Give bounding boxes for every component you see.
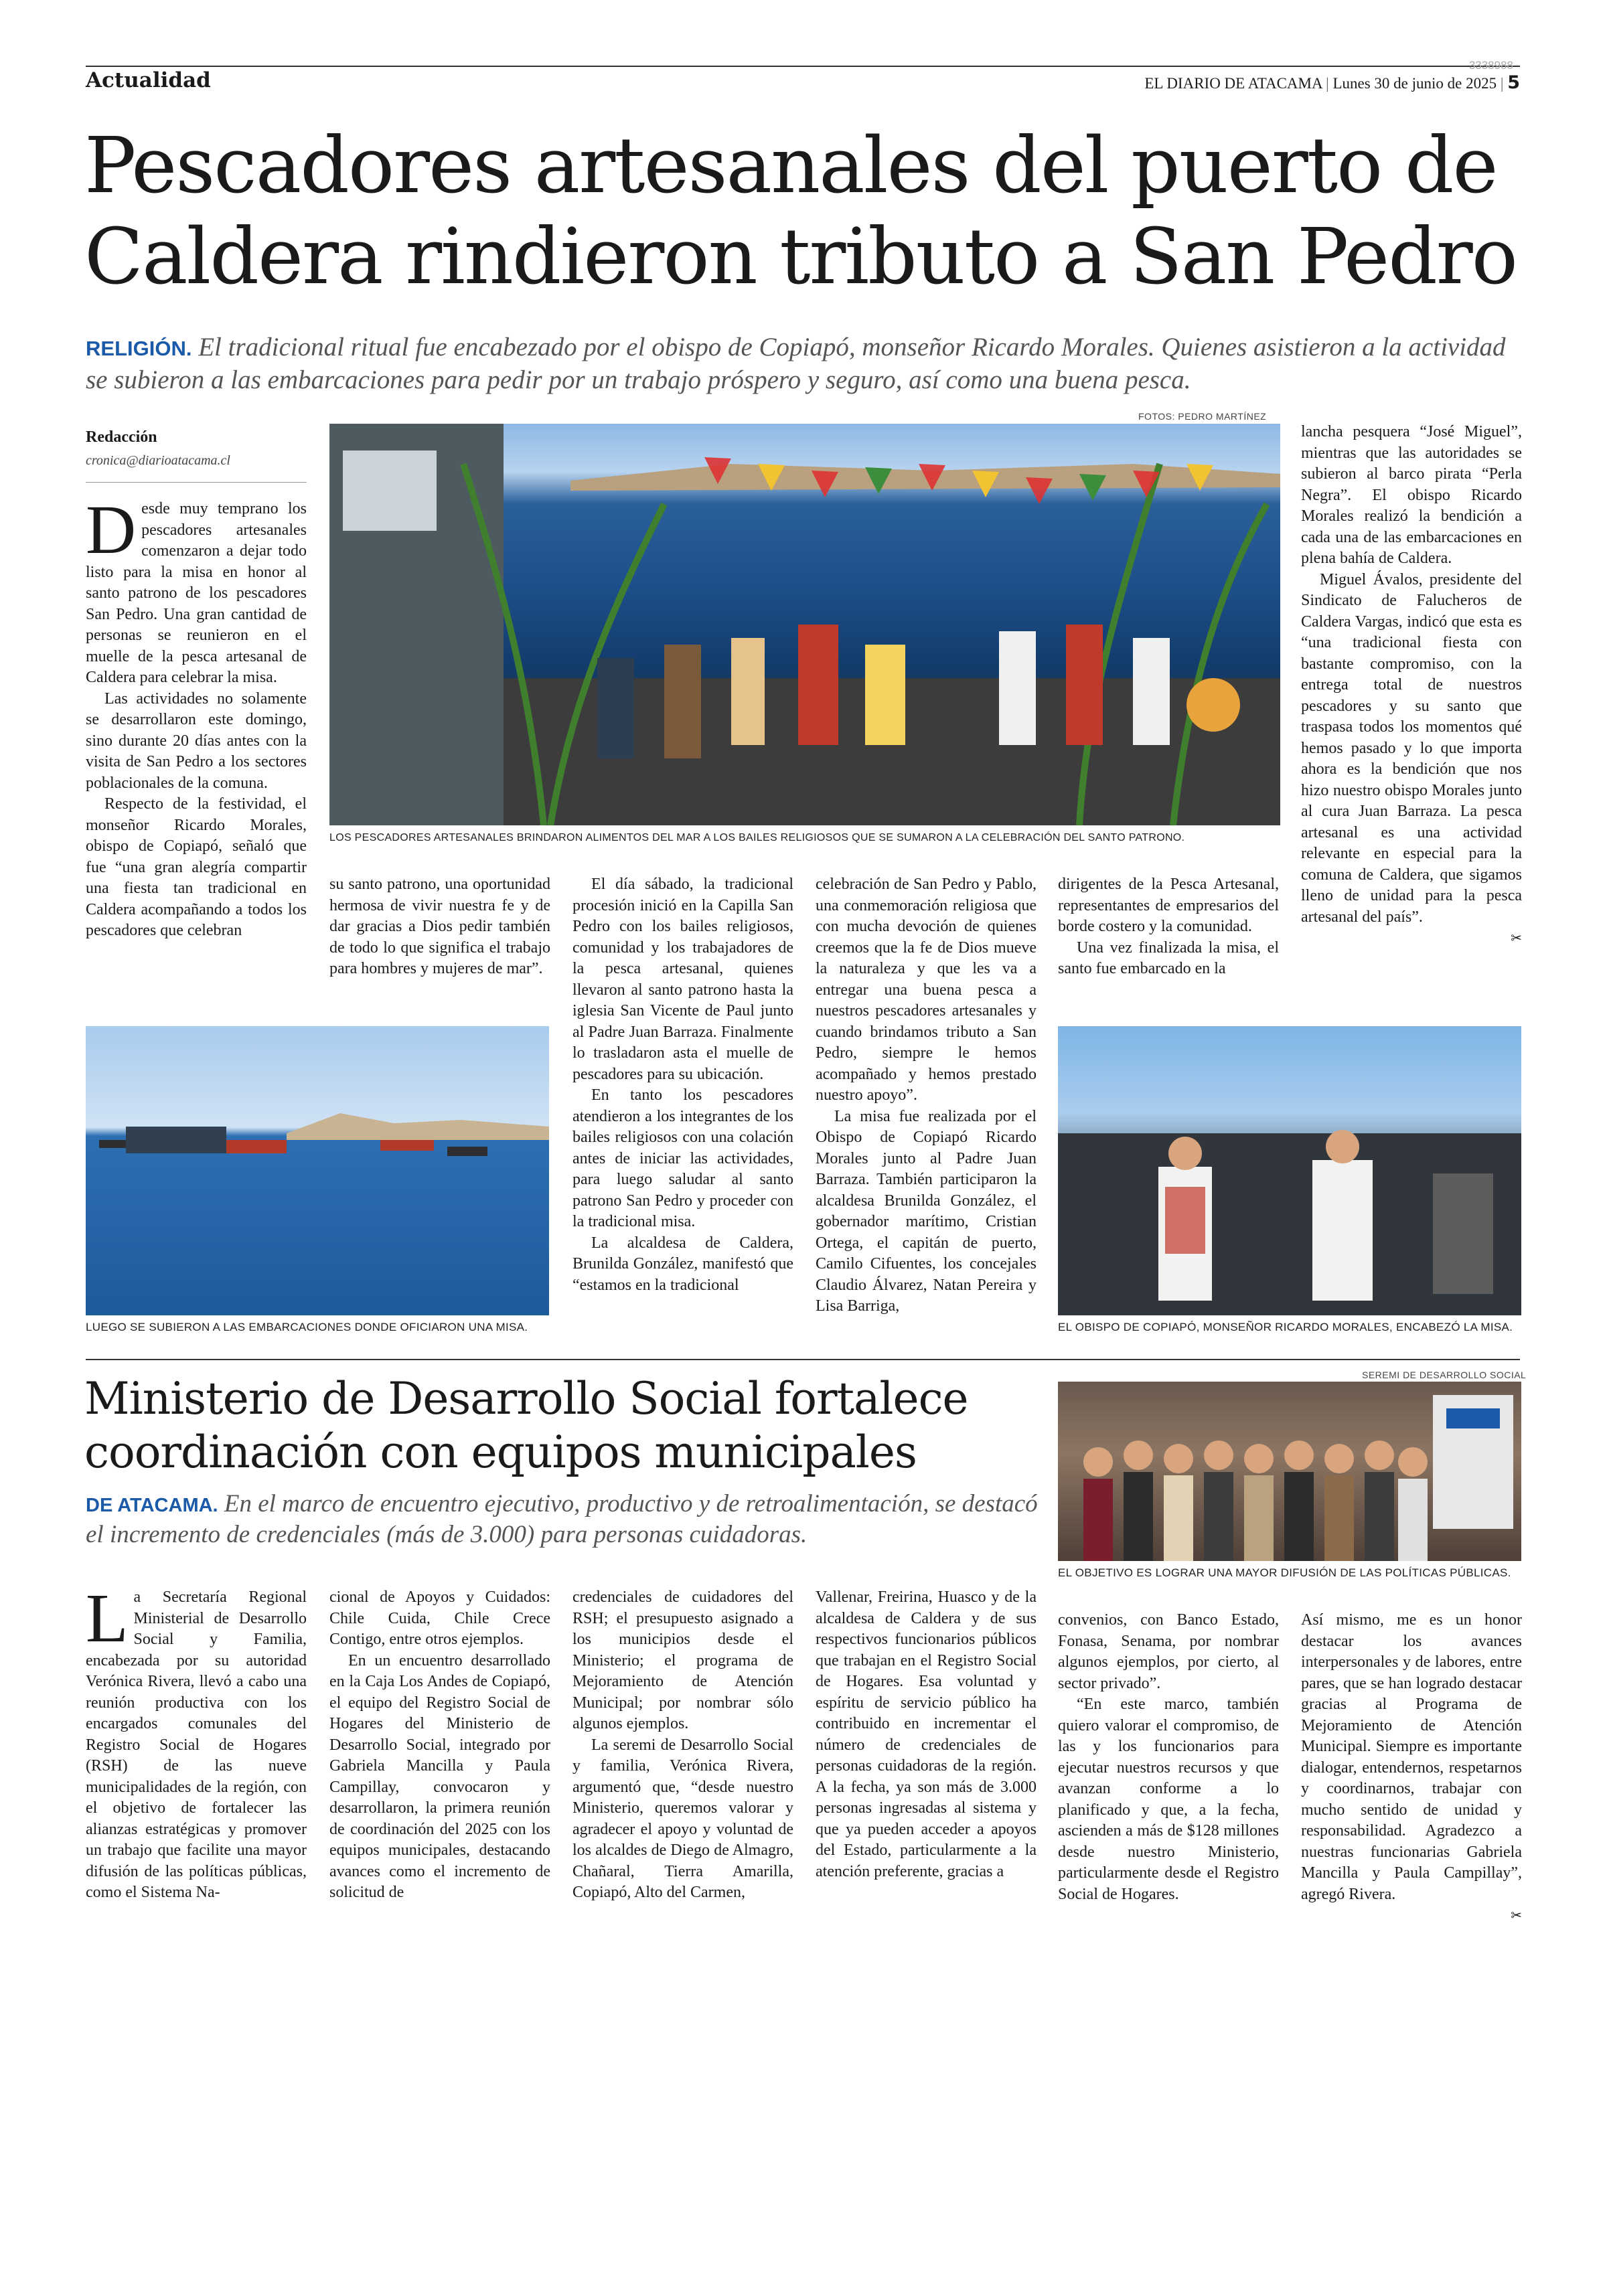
article2-col2 (329, 1587, 550, 1904)
paragraph: cional de Apoyos y Cuidados: Chile Cuida, Chile Crece Contigo, entre otros ejemplos. (329, 1588, 550, 1648)
paragraph: convenios, con Banco Estado, Fonasa, Senama, por nombrar algunos ejemplos, por cierto, al sector privado”. (1058, 1611, 1279, 1692)
festival-boat-scene (329, 424, 1280, 825)
byline (86, 428, 307, 469)
article1-col4 (816, 874, 1037, 1317)
headline-line: Pescadores artesanales del puerto de (84, 121, 1497, 211)
bishop-photo (1058, 1026, 1521, 1315)
byline-divider (86, 482, 307, 483)
article2-col6 (1301, 1610, 1522, 1926)
paragraph: dirigentes de la Pesca Artesanal, representantes de empresarios del borde costero y la comunidad. (1058, 876, 1279, 935)
newspaper-name: EL DIARIO DE ATACAMA (1144, 75, 1322, 92)
photo-credit: FOTOS: PEDRO MARTÍNEZ (1138, 411, 1267, 422)
group-photo (1058, 1382, 1521, 1561)
paragraph: En tanto los pescadores atendieron a los integrantes de los bailes religiosos con una colación antes de iniciar las actividades, para luego saludar al santo patrono San Pedro y proceder con la tradicional misa. (572, 1086, 793, 1230)
headline-line: Caldera rindieron tributo a San Pedro (84, 212, 1517, 302)
paragraph: “En este marco, también quiero valorar el compromiso, de las y los funcionarios para ejecutar nuestros recursos y que avanzan conforme a lo planificado y que, a la fecha, ascienden a más de $128 millones desde nuestro Ministerio, particularmente desde el Registro Social de Hogares. (1058, 1696, 1279, 1903)
article2-col5 (1058, 1610, 1279, 1905)
article1-headline (84, 120, 1524, 303)
kicker: DE ATACAMA. (86, 1495, 218, 1516)
byline-email: cronica@diarioatacama.cl (86, 453, 230, 468)
paragraph: celebración de San Pedro y Pablo, una conmemoración religiosa que con mucha devoción de quienes creemos que la fe de Dios mueve la naturaleza y que les va a entregar una buena pesca a nuestros pescadores artesanales y cuando brindamos tributo a San Pedro, siempre le hemos acompañado y hemos prestado nuestro apoyo”. (816, 876, 1037, 1104)
end-of-article-icon: ✂ (1511, 930, 1522, 946)
group-photo-caption: EL OBJETIVO ES LOGRAR UNA MAYOR DIFUSIÓN DE LAS POLÍTICAS PÚBLICAS. (1058, 1566, 1511, 1579)
header-separator: | (1326, 75, 1333, 92)
article2-col1 (86, 1580, 307, 1904)
headline-line: coordinación con equipos municipales (84, 1426, 917, 1478)
paragraph: su santo patrono, una oportunidad hermosa de vivir nuestra fe y de dar gracias a Dios pedir también de todo lo que significa el trabajo para hombres y mujeres de mar”. (329, 876, 550, 977)
boats-photo-caption: LUEGO SE SUBIERON A LAS EMBARCACIONES DONDE OFICIARON UNA MISA. (86, 1321, 528, 1333)
bay-boats-scene (86, 1026, 549, 1315)
paragraph: El día sábado, la tradicional procesión inició en la Capilla San Pedro con los bailes religiosos, comunidad y los trabajadores de la pesca artesanal, quienes llevaron al santo patrono hasta la iglesia San Vicente de Paul junto al Padre Juan Barraza. Finalmente lo trasladaron asta el muelle de pescadores para su ubicación. (572, 876, 793, 1083)
article1-col6 (1301, 422, 1522, 949)
article1-col3 (572, 874, 793, 1296)
lead-text: En el marco de encuentro ejecutivo, productivo y de retroalimentación, se destacó el incremento de credenciales (más de 3.000) para personas cuidadoras. (86, 1490, 1038, 1548)
article1-col1 (86, 491, 307, 942)
bishop-photo-caption: EL OBISPO DE COPIAPÓ, MONSEÑOR RICARDO MORALES, ENCABEZÓ LA MISA. (1058, 1321, 1513, 1333)
paragraph: La alcaldesa de Caldera, Brunilda González, manifestó que “estamos en la tradicional (572, 1234, 793, 1294)
paragraph: La seremi de Desarrollo Social y familia, Verónica Rivera, argumentó que, “desde nuestro Ministerio, queremos valorar y agradecer el apoyo y voluntad de los alcaldes de Diego de Almagro, Chañaral, Tierra Amarilla, Copiapó, Alto del Carmen, (572, 1736, 793, 1901)
paragraph: Vallenar, Freirina, Huasco y de la alcaldesa de Caldera y de sus respectivos funcionarios públicos que trabajan en el Registro Social de Hogares. Esa voluntad y espíritu de servicio público ha contribuido en incrementar el número de credenciales de personas cuidadoras de la región. A la fecha, ya son más de 3.000 personas ingresadas al sistema y que ya pueden acceder a apoyos del Estado, particularmente a la atención preferente, gracias a (816, 1588, 1037, 1880)
paragraph: lancha pesquera “José Miguel”, mientras que las autoridades se subieron al barco pirata “Perla Negra”. El obispo Ricardo Morales realizó la bendición a cada una de las embarcaciones en plena bahía de Caldera. (1301, 423, 1522, 567)
main-photo (329, 424, 1280, 825)
page-number: 5 (1507, 72, 1520, 93)
article1-col2 (329, 874, 550, 980)
bishop-blessing-scene (1058, 1026, 1521, 1315)
paragraph: Una vez finalizada la misa, el santo fue embarcado en la (1058, 938, 1279, 977)
byline-author: Redacción (86, 428, 157, 446)
group-meeting-scene (1058, 1382, 1521, 1561)
article2-col4 (816, 1587, 1037, 1882)
paragraph: esde muy temprano los pescadores artesanales comenzaron a dejar todo listo para la misa en honor al santo patrono de los pescadores San Pedro. Una gran cantidad de personas se reunieron en el muelle de la pesca artesanal de Caldera para celebrar la misa. (86, 500, 307, 686)
headline-line: Ministerio de Desarrollo Social fortalece (84, 1373, 968, 1424)
paragraph: credenciales de cuidadores del RSH; el presupuesto asignado a los municipios desde el Ministerio; el programa de Mejoramiento de Atención Municipal; por nombrar sólo algunos ejemplos. (572, 1588, 793, 1732)
paragraph: Las actividades no solamente se desarrollaron este domingo, sino durante 20 días antes con la visita de San Pedro a los sectores poblacionales de la comuna. (86, 689, 307, 792)
drop-cap: D (86, 491, 137, 568)
lead-text: El tradicional ritual fue encabezado por el obispo de Copiapó, monseñor Ricardo Morales. Quienes asistieron a la actividad se subieron a las embarcaciones para pedir por un trabajo próspero y seguro, así como una buena pesca. (86, 333, 1506, 394)
header-separator: | (1500, 75, 1508, 92)
main-photo-caption: LOS PESCADORES ARTESANALES BRINDARON ALIMENTOS DEL MAR A LOS BAILES RELIGIOSOS QUE SE SUMARON A LA CELEBRACIÓN DEL SANTO PATRONO. (329, 832, 1185, 843)
drop-cap: L (86, 1580, 129, 1657)
masthead-info (1144, 72, 1520, 93)
paragraph: Respecto de la festividad, el monseñor Ricardo Morales, obispo de Copiapó, señaló que fue “una gran alegría compartir una fiesta tan tradicional en Caldera acompañando a todos los pescadores que celebran (86, 795, 307, 939)
article2-headline (84, 1372, 1055, 1479)
article1-lead (86, 331, 1519, 396)
header-watermark: 3338988 (1468, 59, 1513, 72)
end-of-article-icon: ✂ (1511, 1907, 1522, 1923)
article2-lead (86, 1489, 1050, 1550)
paragraph: a Secretaría Regional Ministerial de Desarrollo Social y Familia, encabezada por su autoridad Verónica Rivera, llevó a cabo una reunión productiva con los encargados comunales del Registro Social de Hogares (RSH) de las nueve municipalidades de la región, con el objetivo de fortalecer las alianzas estratégicas y promover un trabajo que facilite una mayor difusión de las políticas públicas, como el Sistema Na- (86, 1588, 307, 1901)
kicker: RELIGIÓN. (86, 337, 192, 360)
paragraph: Miguel Ávalos, presidente del Sindicato de Falucheros de Caldera Vargas, indicó que esta es “una tradicional fiesta con bastante compromiso, con la entrega total de nuestros pescadores y su santo que traspasa todos los momentos qué hemos pasado y lo que importa ahora es la bendición que nos hizo nuestro obispo Morales junto al cura Juan Barraza. La pesca artesanal es una actividad relevante en especial para la comuna de Caldera, que sigamos lleno de unidad para la pesca artesanal del país”. (1301, 570, 1522, 926)
section-label: Actualidad (86, 68, 211, 92)
photo-credit: SEREMI DE DESARROLLO SOCIAL (1362, 1370, 1527, 1380)
header-date: Lunes 30 de junio de 2025 (1332, 75, 1497, 92)
paragraph: Así mismo, me es un honor destacar los avances interpersonales y de labores, entre pares, que se han logrado destacar gracias al Programa de Mejoramiento de Atención Municipal. Siempre es importante dialogar, entendernos, respetarnos y coordinarnos, trabajar con mucho sentido de unidad y responsabilidad. Agradezco a nuestras funcionarias Gabriela Mancilla y Paula Campillay”, agregó Rivera. (1301, 1611, 1522, 1903)
article1-col5 (1058, 874, 1279, 980)
paragraph: La misa fue realizada por el Obispo de Copiapó Ricardo Morales junto al Padre Juan Barraza. También participaron la alcaldesa Brunilda González, el gobernador marítimo, Cristian Ortega, el capitán de puerto, Camilo Cifuentes, los concejales Claudio Álvarez, Natan Pereira y Lisa Barriga, (816, 1107, 1037, 1315)
page-header (86, 59, 1520, 98)
paragraph: En un encuentro desarrollado en la Caja Los Andes de Copiapó, el equipo del Registro Social de Hogares del Ministerio de Desarrollo Social, integrado por Gabriela Mancilla y Paula Campillay, convocaron y desarrollaron, la primera reunión de coordinación del 2025 con los equipos municipales, destacando avances como el incremento de solicitud de (329, 1651, 550, 1901)
boats-photo (86, 1026, 549, 1315)
article2-col3 (572, 1587, 793, 1904)
article-divider (86, 1359, 1520, 1360)
